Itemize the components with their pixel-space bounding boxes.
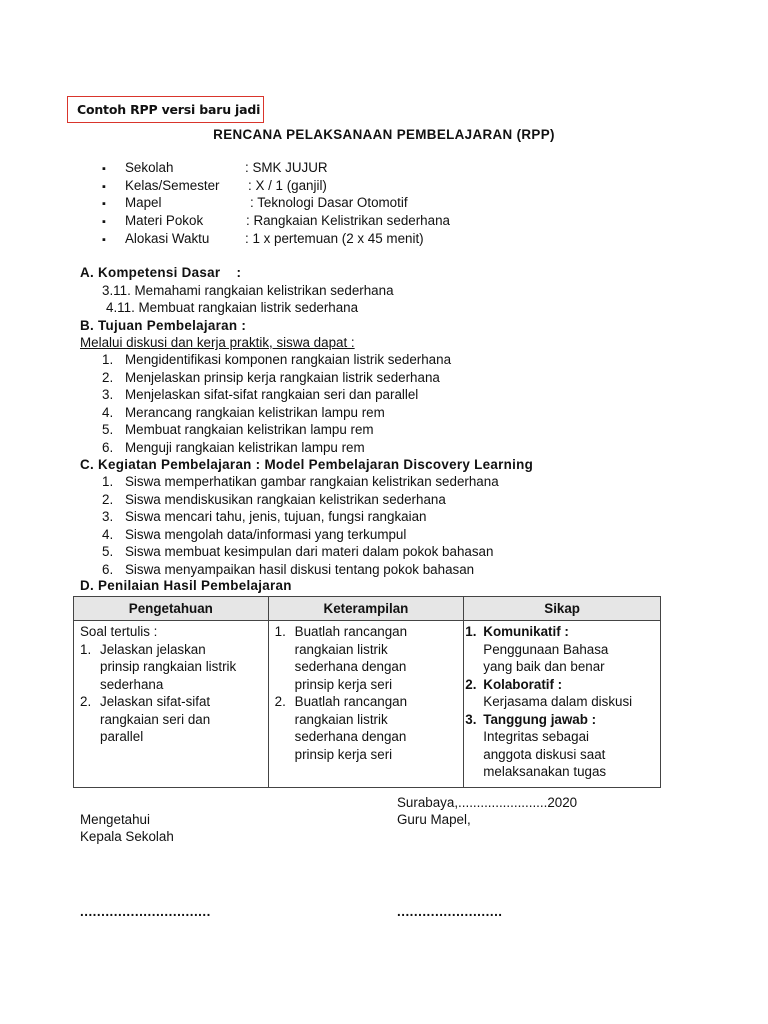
identity-value: : Rangkaian Kelistrikan sederhana <box>246 213 450 228</box>
competency-item: 4.11. Membuat rangkaian listrik sederhana <box>106 300 359 315</box>
item-number: 6. <box>102 440 114 455</box>
knowledge-intro: Soal tertulis : <box>80 624 158 639</box>
attitude-cell <box>464 621 661 788</box>
competency-item: 3.11. Memahami rangkaian kelistrikan sederhana <box>102 283 394 298</box>
item-number: 2. <box>80 694 92 709</box>
cell-text: rangkaian listrik <box>294 711 388 727</box>
table-header-row <box>74 597 661 621</box>
cell-text: Penggunaan Bahasa <box>483 641 609 657</box>
item-number: 2. <box>102 492 114 507</box>
list-item <box>465 711 656 729</box>
item-number: 4. <box>102 527 114 542</box>
attitude-title: Komunikatif : <box>483 624 569 639</box>
section-c-heading: C. Kegiatan Pembelajaran : Model Pembelajaran Discovery Learning <box>80 457 534 472</box>
cell-text: sederhana <box>100 676 164 692</box>
document-title: RENCANA PELAKSANAAN PEMBELAJARAN (RPP) <box>213 127 555 142</box>
cell-text: anggota diskusi saat <box>483 746 606 762</box>
identity-value: : SMK JUJUR <box>245 160 328 175</box>
column-header: Pengetahuan <box>74 597 269 621</box>
activity-item: Siswa membuat kesimpulan dari materi dalam pokok bahasan <box>125 544 494 559</box>
place-date: Surabaya,........................2020 <box>397 795 578 810</box>
activity-item: Siswa memperhatikan gambar rangkaian kelistrikan sederhana <box>125 474 499 489</box>
section-d-heading: D. Penilaian Hasil Pembelajaran <box>80 578 292 593</box>
cell-text: rangkaian seri dan <box>100 711 211 727</box>
attitude-title: Tanggung jawab : <box>483 711 597 727</box>
identity-label: Materi Pokok <box>125 213 204 228</box>
list-item <box>275 623 460 693</box>
list-item <box>465 623 656 641</box>
knowledge-cell <box>74 621 269 788</box>
list-item <box>275 693 460 763</box>
item-number: 1. <box>102 474 114 489</box>
attitude-title: Kolaboratif : <box>483 676 563 692</box>
table-row <box>74 621 661 788</box>
cell-text: sederhana dengan <box>294 729 407 744</box>
item-number: 3. <box>102 509 114 524</box>
cell-text: Jelaskan sifat-sifat <box>100 694 211 709</box>
signature-left-line2: Kepala Sekolah <box>80 829 174 844</box>
objective-item: Merancang rangkaian kelistrikan lampu rem <box>125 405 385 420</box>
item-number: 6. <box>102 562 114 577</box>
cell-text: rangkaian listrik <box>294 641 388 657</box>
cell-text: Integritas sebagai <box>483 729 589 744</box>
identity-label: Sekolah <box>125 160 174 175</box>
cell-text: sederhana dengan <box>294 659 407 674</box>
identity-value: : X / 1 (ganjil) <box>248 178 327 193</box>
identity-value: : Teknologi Dasar Otomotif <box>250 195 408 210</box>
identity-label: Mapel <box>125 195 162 210</box>
section-b-heading: B. Tujuan Pembelajaran : <box>80 318 247 333</box>
column-header: Keterampilan <box>268 597 464 621</box>
signature-right-line1: Guru Mapel, <box>397 812 471 827</box>
item-number: 5. <box>102 544 114 559</box>
objective-item: Menjelaskan sifat-sifat rangkaian seri dan parallel <box>125 387 419 402</box>
cell-text: Buatlah rancangan <box>294 624 408 639</box>
version-tag: Contoh RPP versi baru jadi <box>67 96 264 123</box>
item-number: 2. <box>274 694 286 709</box>
signature-line-left: ............................... <box>80 904 211 919</box>
item-number: 1. <box>274 624 286 639</box>
skills-cell <box>268 621 464 788</box>
assessment-table <box>73 596 661 788</box>
cell-text: parallel <box>100 729 144 744</box>
item-number: 1. <box>102 352 114 367</box>
cell-text: prinsip rangkaian listrik <box>100 659 237 674</box>
cell-text: Jelaskan jelaskan <box>100 641 206 657</box>
item-number: 1. <box>80 641 92 657</box>
activity-item: Siswa mendiskusikan rangkaian kelistrikan sederhana <box>125 492 446 507</box>
cell-text: prinsip kerja seri <box>294 676 393 692</box>
cell-text: Kerjasama dalam diskusi <box>483 694 633 709</box>
objectives-intro: Melalui diskusi dan kerja praktik, siswa dapat : <box>80 335 355 350</box>
bullet-icon <box>102 160 106 175</box>
bullet-icon <box>102 231 106 246</box>
item-number: 2. <box>102 370 114 385</box>
activity-item: Siswa mengolah data/informasi yang terkumpul <box>125 527 407 542</box>
column-header: Sikap <box>464 597 661 621</box>
list-item <box>80 693 264 746</box>
cell-text: melaksanakan tugas <box>483 764 607 779</box>
item-number: 5. <box>102 422 114 437</box>
list-item <box>80 641 264 694</box>
objective-item: Membuat rangkaian kelistrikan lampu rem <box>125 422 374 437</box>
signature-line-right: ......................... <box>397 904 503 919</box>
section-a-heading: A. Kompetensi Dasar : <box>80 265 242 280</box>
identity-label: Alokasi Waktu <box>125 231 210 246</box>
bullet-icon <box>102 195 106 210</box>
item-number: 3. <box>465 711 477 727</box>
cell-text: Buatlah rancangan <box>294 694 408 709</box>
list-item <box>465 676 656 694</box>
signature-left-line1: Mengetahui <box>80 812 150 827</box>
cell-text: prinsip kerja seri <box>294 746 393 762</box>
identity-label: Kelas/Semester <box>125 178 220 193</box>
objective-item: Menjelaskan prinsip kerja rangkaian listrik sederhana <box>125 370 440 385</box>
activity-item: Siswa menyampaikan hasil diskusi tentang pokok bahasan <box>125 562 475 577</box>
item-number: 1. <box>465 624 477 639</box>
activity-item: Siswa mencari tahu, jenis, tujuan, fungsi rangkaian <box>125 509 427 524</box>
objective-item: Menguji rangkaian kelistrikan lampu rem <box>125 440 365 455</box>
cell-text: yang baik dan benar <box>483 659 605 674</box>
objective-item: Mengidentifikasi komponen rangkaian listrik sederhana <box>125 352 452 367</box>
item-number: 2. <box>465 676 477 692</box>
item-number: 3. <box>102 387 114 402</box>
bullet-icon <box>102 178 106 193</box>
identity-value: : 1 x pertemuan (2 x 45 menit) <box>245 231 424 246</box>
item-number: 4. <box>102 405 114 420</box>
bullet-icon <box>102 213 106 228</box>
